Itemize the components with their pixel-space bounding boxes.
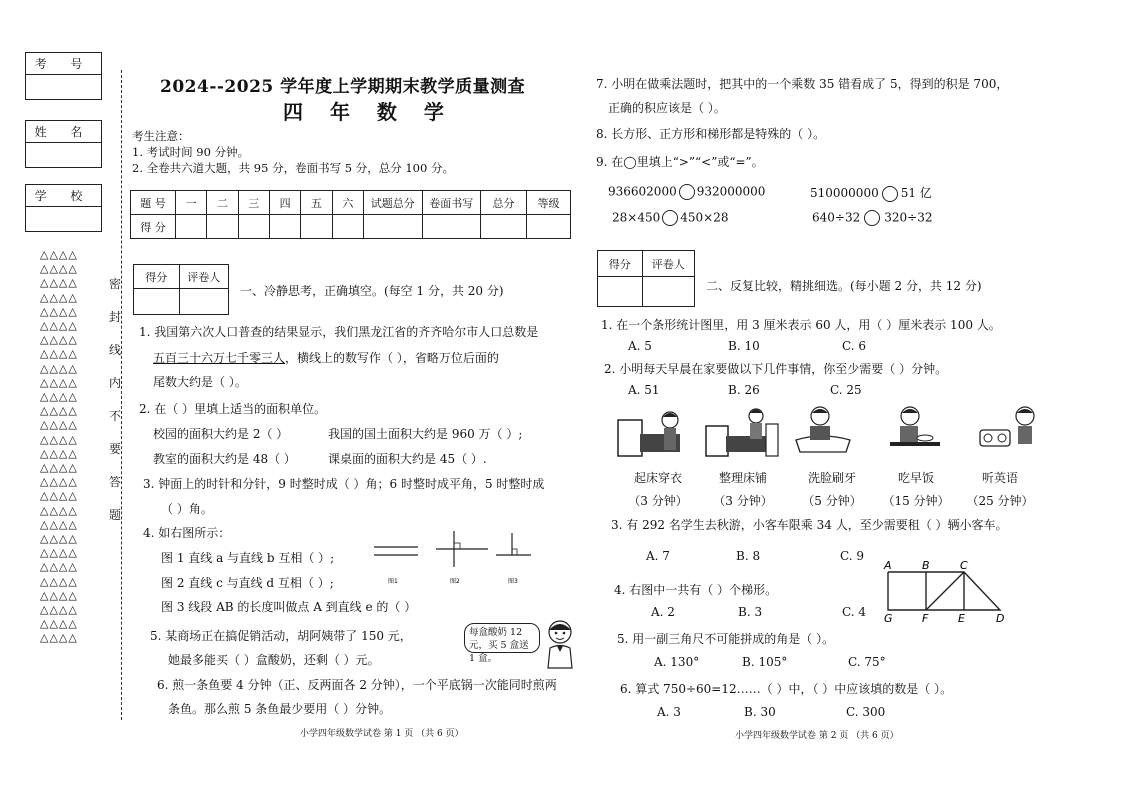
question-8: 8. 长方形、正方形和梯形都是特殊的（ ）。	[596, 127, 826, 141]
question-4-line3: 图 2 直线 c 与直线 d 互相（ ）;	[161, 576, 334, 590]
question-1-line3: 尾数大约是（ ）。	[153, 375, 247, 389]
point-label: G	[884, 612, 893, 624]
question-5-line1: 5. 某商场正在搞促销活动，胡阿姨带了 150 元，	[150, 629, 412, 643]
grader-name-label: 评卷人	[642, 251, 694, 277]
seal-dashed-line	[121, 70, 122, 720]
s2-q3-option-c[interactable]: C. 9	[840, 549, 865, 563]
score-cell[interactable]	[527, 215, 571, 239]
point-label: F	[922, 612, 929, 624]
school-box	[25, 184, 102, 232]
notes-heading: 考生注意：	[132, 129, 190, 143]
score-header-cell: 试题总分	[364, 191, 423, 215]
question-9-line1: 9. 在◯里填上“>”“<”或“=”。	[596, 155, 764, 169]
promo-speech-bubble: 每盒酸奶 12 元，买 5 盒送 1 盒。	[464, 623, 540, 653]
seal-char: 内	[108, 376, 121, 390]
grader-score-field[interactable]	[598, 277, 643, 307]
compare-3-left: 28×450	[612, 210, 661, 225]
grader-score-label: 得分	[598, 251, 643, 277]
question-7-line2: 正确的积应该是（ ）。	[608, 101, 726, 115]
point-label: C	[960, 559, 968, 572]
s2-q2-option-c[interactable]: C. 25	[830, 383, 862, 397]
making-bed-illustration	[706, 409, 778, 456]
grader-name-label: 评卷人	[179, 265, 228, 289]
name-field[interactable]	[26, 143, 101, 167]
compare-4	[812, 210, 932, 226]
seal-char: 密	[108, 277, 121, 291]
s2-question-1: 1. 在一个条形统计图里，用 3 厘米表示 60 人，用（ ）厘米表示 100 人。	[601, 318, 1001, 332]
s2-q4-option-a[interactable]: A. 2	[651, 605, 675, 619]
question-2-line3b: 课桌面的面积大约是 45（ ）.	[328, 452, 487, 466]
activity-name: 听英语	[981, 471, 1018, 485]
score-header-cell: 总分	[481, 191, 527, 215]
morning-activities-illustrations	[610, 404, 1060, 462]
line-figures	[366, 527, 536, 592]
score-table-score-row	[131, 215, 571, 239]
right-angle-mark	[512, 549, 517, 555]
question-5-line2: 她最多能买（ ）盒酸奶，还剩（ ）元。	[168, 653, 380, 667]
compare-circle-icon[interactable]	[882, 186, 898, 202]
exam-number-field[interactable]	[26, 75, 101, 99]
s2-q6-option-c[interactable]: C. 300	[846, 705, 886, 719]
grader-name-field[interactable]	[642, 277, 694, 307]
s2-q6-option-a[interactable]: A. 3	[657, 705, 681, 719]
seal-char: 不	[108, 409, 121, 423]
question-2-line2b: 我国的国土面积大约是 960 万（ ）;	[328, 427, 523, 441]
s2-question-2: 2. 小明每天早晨在家要做以下几件事情，你至少需要（ ）分钟。	[604, 362, 948, 376]
score-header-cell: 一	[175, 191, 206, 215]
s2-question-4: 4. 右图中一共有（ ）个梯形。	[614, 583, 778, 597]
activity-name: 洗脸刷牙	[807, 471, 856, 485]
compare-4-right: 320÷32	[884, 210, 933, 225]
point-label: E	[958, 612, 965, 624]
score-cell[interactable]	[301, 215, 332, 239]
question-7-line1: 7. 小明在做乘法题时，把其中的一个乘数 35 错看成了 5，得到的积是 700，	[596, 77, 1009, 91]
s2-q3-option-b[interactable]: B. 8	[736, 549, 761, 563]
activity-time: （3 分钟）	[713, 494, 773, 508]
s2-q3-option-a[interactable]: A. 7	[646, 549, 670, 563]
washing-face-illustration	[796, 407, 850, 452]
seal-char: 答	[108, 475, 121, 489]
activity-name: 整理床铺	[718, 471, 767, 485]
score-cell[interactable]	[332, 215, 363, 239]
s2-q4-option-c[interactable]: C. 4	[842, 605, 867, 619]
listening-english-illustration	[980, 407, 1034, 446]
compare-4-left: 640÷32	[812, 210, 861, 225]
seal-char: 题	[108, 508, 121, 522]
footer-page-1: 小学四年级数学试卷 第 1 页 （共 6 页）	[300, 729, 464, 739]
s2-question-6: 6. 算式 750÷60=12……（ ）中，（ ）中应该填的数是（ ）。	[620, 682, 953, 696]
s2-q5-option-a[interactable]: A. 130°	[654, 655, 700, 669]
section2-title: 二、反复比较，精挑细选。(每小题 2 分，共 12 分)	[706, 279, 982, 293]
activity-name: 吃早饭	[897, 471, 934, 485]
s2-q6-option-b[interactable]: B. 30	[744, 705, 776, 719]
activity-time: （15 分钟）	[882, 494, 950, 508]
exam-number-label: 考 号	[26, 53, 101, 75]
s2-q2-option-b[interactable]: B. 26	[728, 383, 760, 397]
s2-question-3: 3. 有 292 名学生去秋游，小客车限乘 34 人，至少需要租（ ）辆小客车。	[611, 518, 1008, 532]
getting-dressed-illustration	[618, 412, 680, 456]
point-label: D	[996, 612, 1005, 624]
compare-1-left: 936602000	[608, 184, 677, 199]
score-cell[interactable]	[364, 215, 423, 239]
activity-time: （25 分钟）	[966, 494, 1034, 508]
score-row-label: 得 分	[131, 215, 176, 239]
question-3-line2: （ ）角。	[161, 502, 213, 516]
s2-q1-option-c[interactable]: C. 6	[842, 339, 867, 353]
score-header-cell: 五	[301, 191, 332, 215]
question-1-line1: 1. 我国第六次人口普查的结果显示，我们黑龙江省的齐齐哈尔市人口总数是	[139, 325, 539, 339]
compare-2-right: 51 亿	[900, 186, 932, 200]
score-table	[130, 190, 571, 239]
point-label: A	[884, 559, 892, 572]
point-label: B	[922, 559, 930, 572]
score-header-cell: 卷面书写	[422, 191, 481, 215]
s2-q1-option-a[interactable]: A. 5	[628, 339, 652, 353]
score-header-cell: 二	[207, 191, 238, 215]
activity-name: 起床穿衣	[633, 471, 682, 485]
population-words: 五百三十六万七千零三人	[153, 351, 286, 365]
question-6-line1: 6. 煎一条鱼要 4 分钟（正、反两面各 2 分钟），一个平底锅一次能同时煎两	[157, 678, 557, 692]
seal-char: 封	[108, 310, 121, 324]
question-4-line1: 4. 如右图所示：	[143, 526, 231, 540]
figure-3-label: 图3	[508, 578, 518, 585]
question-6-line2: 条鱼。那么煎 5 条鱼最少要用（ ）分钟。	[168, 702, 392, 716]
school-label: 学 校	[26, 185, 101, 207]
s2-q2-option-a[interactable]: A. 51	[628, 383, 660, 397]
figure-2-label: 图2	[450, 578, 460, 585]
score-cell[interactable]	[175, 215, 206, 239]
score-cell[interactable]	[269, 215, 300, 239]
score-cell[interactable]	[481, 215, 527, 239]
seal-char: 要	[108, 442, 121, 456]
compare-circle-icon[interactable]	[679, 184, 695, 200]
score-table-header-row	[131, 191, 571, 215]
compare-3-right: 450×28	[680, 210, 729, 225]
s2-q5-option-b[interactable]: B. 105°	[742, 655, 788, 669]
compare-3	[612, 210, 728, 226]
score-cell[interactable]	[238, 215, 269, 239]
section1-title: 一、冷静思考，正确填空。(每空 1 分，共 20 分)	[240, 284, 504, 298]
breakfast-illustration	[890, 407, 940, 446]
score-header-cell: 三	[238, 191, 269, 215]
compare-2	[810, 184, 932, 202]
exam-subtitle: 四 年 数 学	[283, 100, 454, 124]
compare-circle-icon[interactable]	[662, 210, 678, 226]
trapezoid-figure	[878, 558, 1014, 624]
question-3-line1: 3. 钟面上的时针和分针，9 时整时成（ ）角；6 时整时成平角，5 时整时成	[143, 477, 545, 491]
notes-line: 1. 考试时间 90 分钟。	[132, 145, 250, 159]
exam-title: 2024--2025 学年度上学期期末教学质量测查	[160, 77, 526, 97]
score-cell[interactable]	[207, 215, 238, 239]
school-field[interactable]	[26, 207, 101, 231]
question-1-line2-rest: ，横线上的数写作（ ），省略万位后面的	[285, 351, 499, 365]
question-4-line2: 图 1 直线 a 与直线 b 互相（ ）;	[161, 551, 335, 565]
score-header-cell: 六	[332, 191, 363, 215]
grader-name-field[interactable]	[179, 289, 228, 315]
exam-number-box	[25, 52, 102, 100]
cashier-illustration	[540, 618, 580, 670]
seal-line-text	[108, 268, 122, 532]
compare-circle-icon[interactable]	[864, 210, 880, 226]
score-header-cell: 四	[269, 191, 300, 215]
triangle-pattern: △△△△ △△△△ △△△△ △△△△ △△△△ △△△△ △△△△ △△△△ △△△△ △△△△ △△△△ △△△△ △△△△ △△△△ △△△△ △△△△ △△△△ △△△△ △△△△ △△△△ △△△△ △△△△ △△△△ △△△△ △△△△ △△△△ △△△△ △△△△	[40, 248, 78, 645]
grader-box-section1	[133, 264, 229, 315]
compare-2-left: 510000000	[810, 186, 879, 200]
exam-notes	[132, 128, 454, 176]
name-label: 姓 名	[26, 121, 101, 143]
compare-1-right: 932000000	[696, 184, 766, 199]
seal-char: 线	[108, 343, 121, 357]
grader-box-section2	[597, 250, 695, 307]
score-header-cell: 等级	[527, 191, 571, 215]
s2-q5-option-c[interactable]: C. 75°	[848, 655, 886, 669]
question-2-line2a: 校园的面积大约是 2（ ）	[153, 427, 289, 441]
compare-1	[608, 184, 765, 200]
right-angle-mark	[454, 543, 460, 549]
grader-score-field[interactable]	[134, 289, 180, 315]
question-2-line1: 2. 在（ ）里填上适当的面积单位。	[139, 402, 327, 416]
question-4-line4: 图 3 线段 AB 的长度叫做点 A 到直线 e 的（ ）	[161, 600, 417, 614]
name-box	[25, 120, 102, 168]
activity-time: （3 分钟）	[628, 494, 688, 508]
footer-page-2: 小学四年级数学试卷 第 2 页 （共 6 页）	[735, 731, 899, 741]
figure-1-label: 图1	[388, 578, 398, 585]
s2-q1-option-b[interactable]: B. 10	[728, 339, 760, 353]
s2-q4-option-b[interactable]: B. 3	[738, 605, 763, 619]
question-2-line3a: 教室的面积大约是 48（ ）	[153, 452, 296, 466]
activity-time: （5 分钟）	[802, 494, 862, 508]
score-header-cell: 题 号	[131, 191, 176, 215]
grader-score-label: 得分	[134, 265, 180, 289]
s2-question-5: 5. 用一副三角尺不可能拼成的角是（ ）。	[617, 632, 835, 646]
score-cell[interactable]	[422, 215, 481, 239]
notes-line: 2. 全卷共六道大题，共 95 分，卷面书写 5 分，总分 100 分。	[132, 161, 454, 175]
question-1-line2	[153, 349, 499, 366]
